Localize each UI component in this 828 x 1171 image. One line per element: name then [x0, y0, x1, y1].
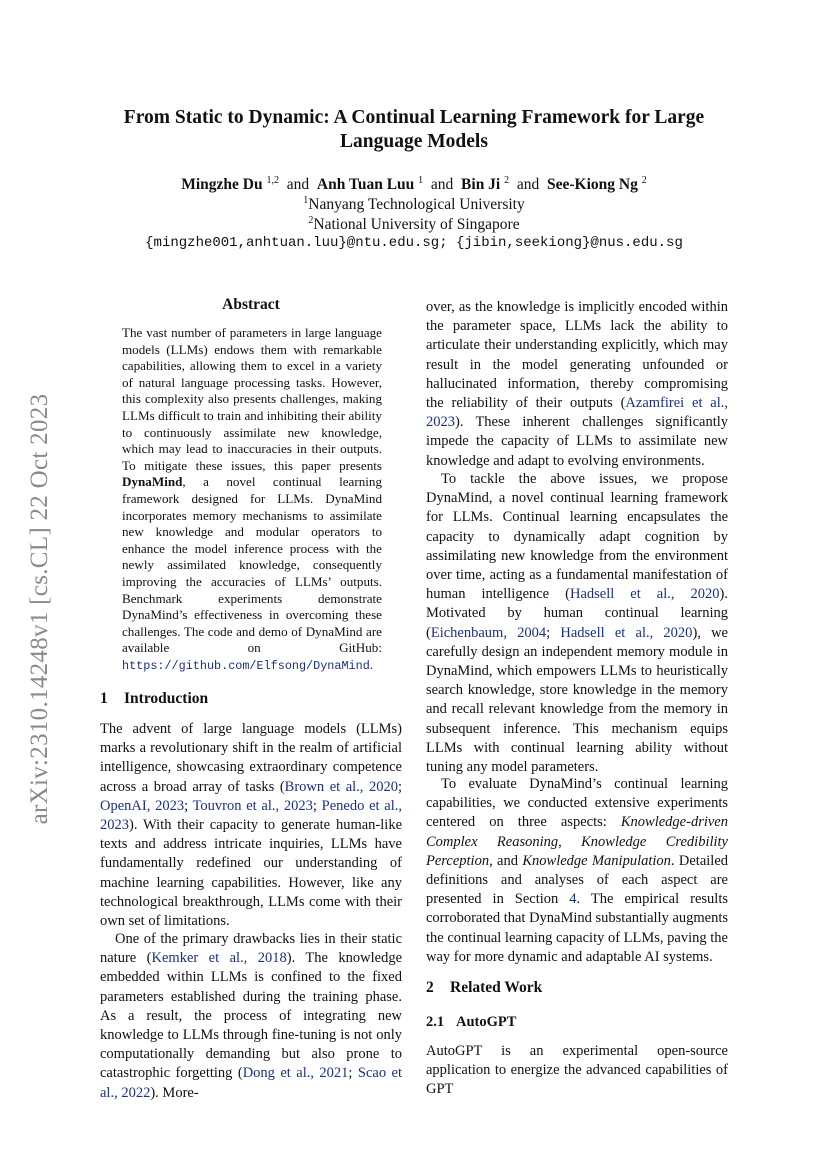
text-span: One of the primary drawbacks lies in their static nature (: [100, 931, 402, 967]
author-1: Mingzhe Du: [181, 176, 263, 193]
section-heading-introduction: [100, 690, 208, 708]
text-span: To tackle the above issues, we propose DynaMind, a novel continual learning framework for LLMs. Continual learning encapsulates the capacity to dynamically adapt cognition by assimilating new knowledge from the environment over time, acting as a fundamental manifestation of human intelligence (: [426, 471, 728, 603]
citation-link[interactable]: Hadsell et al., 2020: [569, 586, 720, 603]
text-span: . Detailed definitions and analyses of each aspect are presented in Section: [426, 852, 729, 908]
affiliation-1: [100, 195, 728, 215]
citation-link[interactable]: Scao et al., 2022: [100, 1065, 403, 1101]
author-emails: {mingzhe001,anhtuan.luu}@ntu.edu.sg; {jibin,seekiong}@nus.edu.sg: [145, 235, 683, 251]
author-2: Anh Tuan Luu: [316, 176, 415, 193]
author-2-affil: 1: [418, 175, 424, 186]
citation-link[interactable]: OpenAI, 2023: [100, 797, 185, 814]
paper-title: [100, 106, 728, 154]
affiliation-2-num: 2: [308, 215, 314, 226]
citation-link[interactable]: Hadsell et al., 2020: [560, 624, 693, 641]
citation-link[interactable]: Azamfirei et al., 2023: [426, 395, 729, 431]
arxiv-sidebar-stamp: [20, 368, 60, 850]
abstract-heading: Abstract: [222, 296, 280, 313]
abstract-body: [122, 325, 382, 674]
author-and: and: [430, 176, 454, 193]
arxiv-id: arXiv:2310.14248v1 [cs.CL] 22 Oct 2023: [26, 393, 53, 825]
aspect-2: Knowledge Credibility Perception: [426, 833, 728, 869]
author-3-affil: 2: [504, 175, 510, 186]
citation-link[interactable]: Touvron et al., 2023: [192, 797, 313, 814]
subsection-heading-autogpt: [426, 1014, 516, 1031]
citation-link[interactable]: Dong et al., 2021: [242, 1065, 349, 1082]
intro-paragraph-3: To tackle the above issues, we propose DynaMind, a novel continual learning framework for LLMs. Continual learning encapsulates the capacity to dynamically adapt cognition by assimilating new knowledge from the environment over time, acting as a fundamental manifestation of human intelligence (Hadsell et al., 2020). Motivated by human continual learning (Eichenbaum, 2004; Hadsell et al., 2020), we carefully design an independent memory module in DynaMind, which empowers LLMs to heuristically search knowledge, store knowledge in the memory and recall relevant knowledge from the memory in subsequent inference. This mechanism equips LLMs with continual learning ability without tuning any model parameters.: [426, 471, 728, 776]
subsection-number: 2.1: [426, 1014, 445, 1030]
section-number: 1: [100, 690, 108, 707]
affiliation-2: [100, 215, 728, 235]
abstract-end: .: [369, 656, 374, 672]
text-span: ). Motivated by human continual learning (: [426, 586, 728, 641]
citation-link[interactable]: Penedo et al., 2023: [100, 797, 402, 834]
aspect-1: Knowledge-driven Complex Reasoning: [426, 814, 728, 850]
text-span: ). These inherent challenges significantly impede the capacity of LLMs to assimilate new knowledge and adapt to evolving environments.: [426, 414, 728, 469]
author-4-affil: 2: [641, 175, 647, 186]
intro-paragraph-2-continued: [426, 298, 728, 471]
github-link[interactable]: https://github.com/Elfsong/DynaMind: [122, 658, 370, 673]
subsection-title: AutoGPT: [456, 1014, 517, 1030]
title-line-2: Language Models: [340, 131, 488, 152]
text-span: ), we carefully design an independent memory module in DynaMind, which empowers LLMs to heuristically search knowledge, store knowledge in the memory and recall relevant knowledge from the memory in subsequent inference. This mechanism equips LLMs with continual learning ability without tuning any model parameters.: [426, 624, 728, 776]
section-title: Related Work: [450, 979, 543, 996]
author-4: See-Kiong Ng: [547, 176, 638, 193]
text-span: The advent of large language models (LLMs) marks a revolutionary shift in the realm of artificial intelligence, showcasing extraordinary competence across a broad array of tasks (: [100, 721, 402, 795]
title-line-1: From Static to Dynamic: A Continual Learning Framework for Large: [123, 107, 705, 128]
intro-paragraph-1: The advent of large language models (LLMs) marks a revolutionary shift in the realm of artificial intelligence, showcasing extraordinary competence across a broad array of tasks (Brown et al., 2020; OpenAI, 2023; Touvron et al., 2023; Penedo et al., 2023). With their capacity to generate human-like texts and address intricate inquiries, LLMs have fundamentally redefined our understanding of machine learning capabilities. However, like any technological breakthrough, LLMs come with their own set of limitations.: [100, 721, 402, 930]
text-span: ). More-: [150, 1084, 199, 1101]
author-and: and: [516, 176, 540, 193]
text-span: To evaluate DynaMind’s continual learning capabilities, we conducted extensive experiments centered on three aspects:: [426, 776, 728, 831]
author-3: Bin Ji: [461, 176, 501, 193]
intro-paragraph-2: One of the primary drawbacks lies in their static nature (Kemker et al., 2018). The knowledge embedded within LLMs is confined to the fixed parameters established during the training phase. As a result, the process of integrating new knowledge to LLMs through fine-tuning is not only computationally demanding but also prone to catastrophic forgetting (Dong et al., 2021; Scao et al., 2022). More-: [100, 931, 403, 1101]
section-heading-related-work: [426, 979, 542, 997]
related-paragraph-1: AutoGPT is an experimental open-source application to energize the advanced capabilities of GPT: [426, 1043, 728, 1098]
text-span: . The empirical results corroborated that DynaMind substantially augments the continual learning capacity of LLMs, paving the way for more dynamic and adaptable AI systems.: [426, 891, 729, 965]
abstract-text-2: , a novel continual learning framework designed for LLMs. DynaMind incorporates memory mechanisms to assimilate new knowledge and modular operators to enhance the model inference process with the newly assimilated knowledge, consequently improving the accuracies of LLMs’ outputs. Benchmark experiments demonstrate DynaMind’s effectiveness in overcoming these challenges. The code and demo of DynaMind are available on GitHub:: [122, 474, 382, 656]
aspect-3: Knowledge Manipulation: [522, 852, 671, 869]
section-ref-link[interactable]: 4: [569, 891, 577, 908]
section-number: 2: [426, 979, 434, 996]
citation-link[interactable]: Eichenbaum, 2004: [430, 624, 547, 641]
affiliation-1-num: 1: [303, 195, 309, 206]
author-list: [100, 175, 728, 195]
citation-link[interactable]: Brown et al., 2020: [284, 778, 398, 795]
affiliation-2-name: National University of Singapore: [313, 216, 520, 233]
abstract-framework-name: DynaMind: [122, 474, 183, 490]
text-span: over, as the knowledge is implicitly encoded within the parameter space, LLMs lack the ability to articulate their understanding explicitly, which may result in the model generating unfounded or hallucinated information, thereby compromising the reliability of their outputs (: [426, 299, 728, 412]
intro-paragraph-4: To evaluate DynaMind’s continual learning capabilities, we conducted extensive experiments centered on three aspects: Knowledge-driven Complex Reasoning, Knowledge Credibility Perception, and Knowledge Manipulation. Detailed definitions and analyses of each aspect are presented in Section 4. The empirical results corroborated that DynaMind substantially augments the continual learning capacity of LLMs, paving the way for more dynamic and adaptable AI systems.: [426, 776, 729, 965]
text-span: ). The knowledge embedded within LLMs is confined to the fixed parameters established during the training phase. As a result, the process of integrating new knowledge to LLMs through fine-tuning is not only computationally demanding but also prone to catastrophic forgetting (: [100, 950, 403, 1082]
section-title: Introduction: [124, 690, 209, 707]
author-and: and: [286, 176, 310, 193]
citation-link[interactable]: Kemker et al., 2018: [151, 950, 287, 967]
affiliation-1-name: Nanyang Technological University: [308, 196, 525, 213]
author-1-affil: 1,2: [266, 175, 279, 186]
abstract-text-1: The vast number of parameters in large language models (LLMs) endows them with remarkable capabilities, allowing them to excel in a variety of natural language processing tasks. However, this complexity also presents challenges, making LLMs difficult to train and inhibiting their ability to continuously assimilate new knowledge, which may lead to inaccuracies in their outputs. To mitigate these issues, this paper presents: [122, 325, 382, 473]
text-span: ). With their capacity to generate human-like texts and address intricate inquiries, LLMs have fundamentally redefined our understanding of machine learning capabilities. However, like any technological breakthrough, LLMs come with their own set of limitations.: [100, 817, 402, 930]
